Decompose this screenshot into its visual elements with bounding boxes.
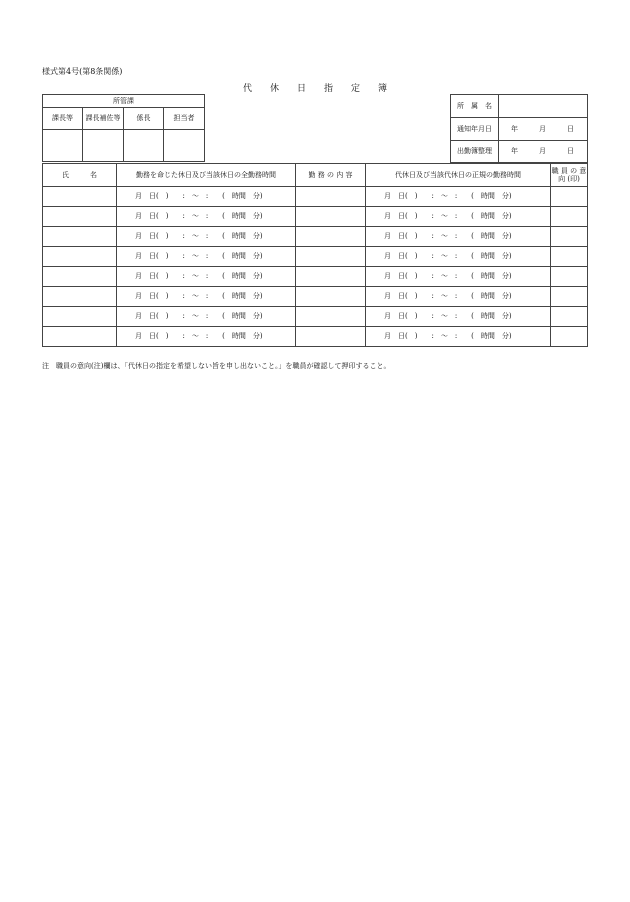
footnote: 注 職員の意向(注)欄は、「代休日の指定を希望しない旨を申し出ないこと。」を職員が確認して押印すること。	[42, 362, 391, 370]
duty-cell[interactable]	[296, 267, 366, 287]
intent-stamp-cell[interactable]	[551, 187, 588, 207]
table-row	[43, 187, 588, 207]
stamp-box[interactable]	[164, 130, 205, 162]
work-hours-cell[interactable]: 月 日( ) : 〜 : ( 時間 分)	[117, 187, 296, 207]
department-field[interactable]	[499, 95, 588, 118]
attendance-date-field[interactable]: 年 月 日	[499, 141, 588, 163]
intent-stamp-cell[interactable]	[551, 207, 588, 227]
intent-stamp-cell[interactable]	[551, 247, 588, 267]
name-cell[interactable]	[43, 187, 117, 207]
substitute-cell[interactable]: 月 日( ) : 〜 : ( 時間 分)	[366, 287, 551, 307]
header-duty: 勤 務 の 内 容	[296, 164, 366, 187]
duty-cell[interactable]	[296, 207, 366, 227]
substitute-cell[interactable]: 月 日( ) : 〜 : ( 時間 分)	[366, 207, 551, 227]
table-row	[43, 207, 588, 227]
table-row	[43, 287, 588, 307]
intent-stamp-cell[interactable]	[551, 287, 588, 307]
header-intent: 職 員 の 意向 (印)	[551, 164, 588, 187]
duty-cell[interactable]	[296, 327, 366, 347]
stamp-box[interactable]	[124, 130, 164, 162]
substitute-cell[interactable]: 月 日( ) : 〜 : ( 時間 分)	[366, 267, 551, 287]
approval-role: 担当者	[164, 108, 205, 130]
table-row	[43, 307, 588, 327]
header-name: 氏 名	[43, 164, 117, 187]
work-hours-cell[interactable]: 月 日( ) : 〜 : ( 時間 分)	[117, 307, 296, 327]
duty-cell[interactable]	[296, 287, 366, 307]
form-id: 様式第4号(第8条関係)	[42, 67, 123, 76]
table-row	[43, 327, 588, 347]
substitute-cell[interactable]: 月 日( ) : 〜 : ( 時間 分)	[366, 227, 551, 247]
work-hours-cell[interactable]: 月 日( ) : 〜 : ( 時間 分)	[117, 327, 296, 347]
approval-role: 課長等	[43, 108, 83, 130]
duty-cell[interactable]	[296, 307, 366, 327]
name-cell[interactable]	[43, 267, 117, 287]
work-hours-cell[interactable]: 月 日( ) : 〜 : ( 時間 分)	[117, 227, 296, 247]
name-cell[interactable]	[43, 227, 117, 247]
page-title: 代 休 日 指 定 簿	[242, 84, 387, 94]
intent-stamp-cell[interactable]	[551, 327, 588, 347]
name-cell[interactable]	[43, 247, 117, 267]
approval-role: 係長	[124, 108, 164, 130]
stamp-box[interactable]	[43, 130, 83, 162]
intent-stamp-cell[interactable]	[551, 267, 588, 287]
work-hours-cell[interactable]: 月 日( ) : 〜 : ( 時間 分)	[117, 207, 296, 227]
work-hours-cell[interactable]: 月 日( ) : 〜 : ( 時間 分)	[117, 287, 296, 307]
duty-cell[interactable]	[296, 227, 366, 247]
duty-cell[interactable]	[296, 247, 366, 267]
header-work-hours: 勤務を命じた休日及び当該休日の全勤務時間	[117, 164, 296, 187]
approval-role: 課長補佐等	[83, 108, 124, 130]
work-hours-cell[interactable]: 月 日( ) : 〜 : ( 時間 分)	[117, 267, 296, 287]
stamp-box[interactable]	[83, 130, 124, 162]
designation-table	[42, 163, 588, 347]
notice-date-field[interactable]: 年 月 日	[499, 118, 588, 141]
intent-stamp-cell[interactable]	[551, 227, 588, 247]
header-substitute: 代休日及び当該代休日の正規の勤務時間	[366, 164, 551, 187]
info-table	[450, 94, 588, 163]
table-row	[43, 247, 588, 267]
work-hours-cell[interactable]: 月 日( ) : 〜 : ( 時間 分)	[117, 247, 296, 267]
name-cell[interactable]	[43, 327, 117, 347]
name-cell[interactable]	[43, 307, 117, 327]
info-label: 出勤簿整理	[451, 141, 499, 163]
intent-stamp-cell[interactable]	[551, 307, 588, 327]
duty-cell[interactable]	[296, 187, 366, 207]
name-cell[interactable]	[43, 207, 117, 227]
substitute-cell[interactable]: 月 日( ) : 〜 : ( 時間 分)	[366, 307, 551, 327]
name-cell[interactable]	[43, 287, 117, 307]
table-row	[43, 227, 588, 247]
substitute-cell[interactable]: 月 日( ) : 〜 : ( 時間 分)	[366, 247, 551, 267]
info-label: 所 属 名	[451, 95, 499, 118]
approval-header: 所管課	[43, 95, 205, 108]
info-label: 通知年月日	[451, 118, 499, 141]
substitute-cell[interactable]: 月 日( ) : 〜 : ( 時間 分)	[366, 187, 551, 207]
approval-stamp-table	[42, 94, 205, 162]
table-row	[43, 267, 588, 287]
substitute-cell[interactable]: 月 日( ) : 〜 : ( 時間 分)	[366, 327, 551, 347]
